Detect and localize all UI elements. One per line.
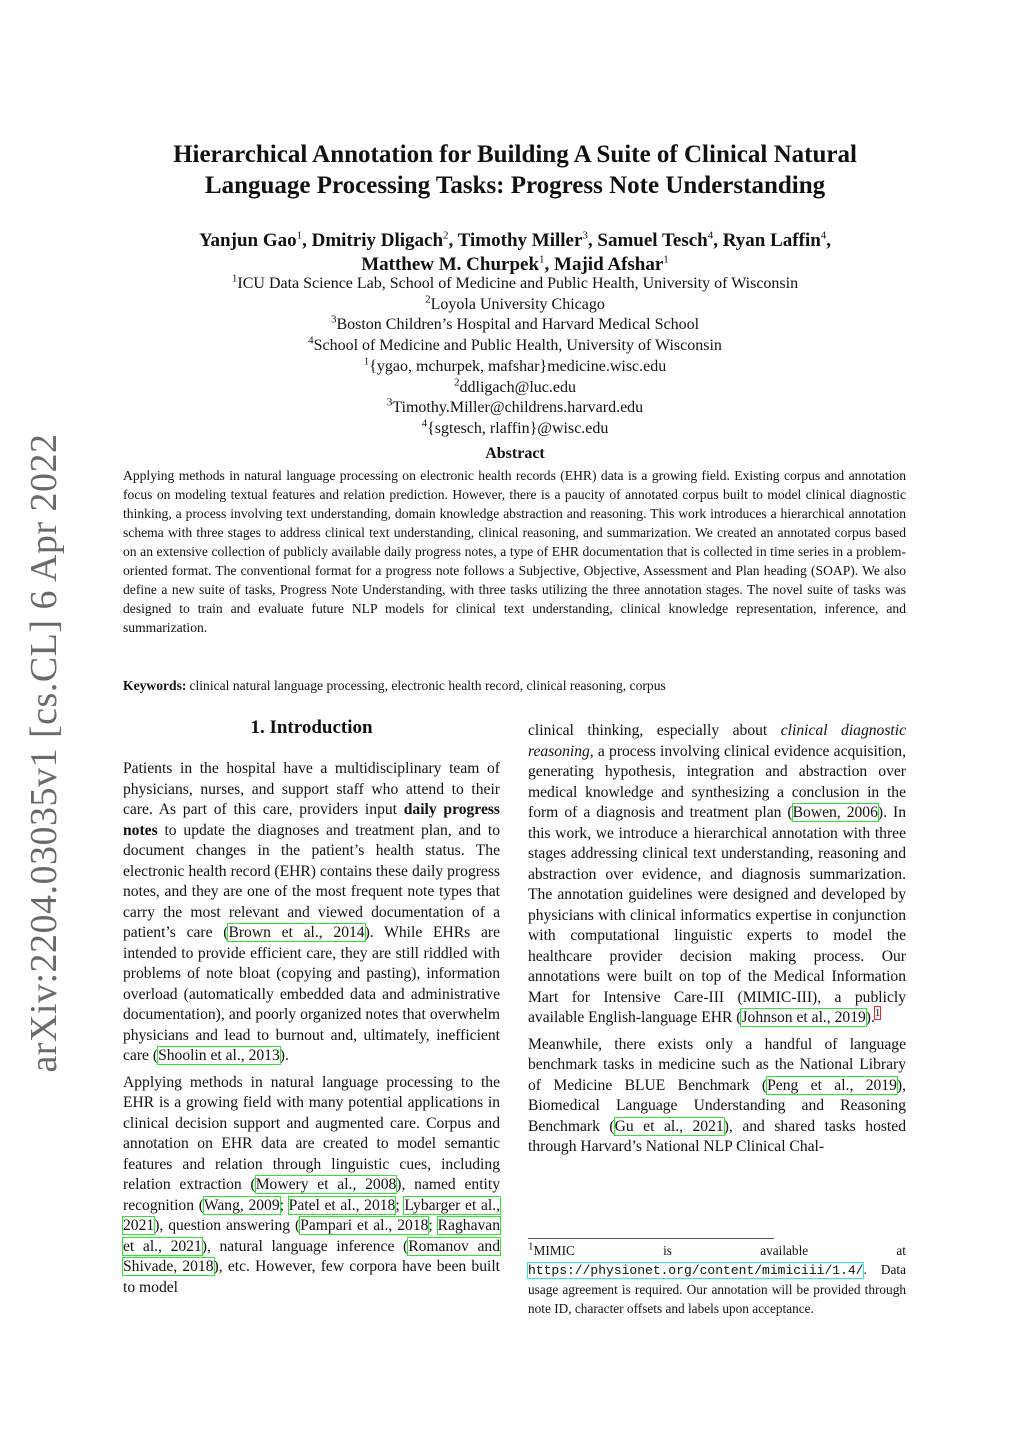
email-line [110,378,920,399]
url-link[interactable]: https://physionet.org/content/mimiciii/1.4/ [528,1263,864,1278]
author-affil-mark: 4 [820,229,827,242]
citation-link[interactable]: Patel et al., 2018 [288,1196,396,1214]
citation-link[interactable]: Shoolin et al., 2013 [158,1047,280,1064]
citation-link[interactable]: Gu et al., 2021 [614,1117,724,1135]
affil-num: 1 [231,272,238,285]
affiliation-line [110,336,920,357]
email-line [110,419,920,440]
email-line [110,398,920,419]
author: Dmitriy Dligach [311,230,444,251]
affiliation-line [110,315,920,336]
author: Majid Afshar [554,254,664,275]
paragraph: clinical thinking, especially about clinical diagnostic reasoning, a process involving clinical evidence acquisition, generating hypothesis, integration and abstraction over medical knowledge and synthesizing a conclusion in the form of a diagnosis and treatment plan (Bowen, 2006). In this work, we introduce a hierarchical annotation with three stages addressing clinical text understanding, reasoning and abstraction over evidence, and diagnosis summarization. The annotation guidelines were designed and developed by physicians with clinical informatics expertise in conjunction with computational linguistic experts to model the healthcare provider decision making process. Our annotations were built on top of the Medical Information Mart for Intensive Care-III (MIMIC-III), a publicly available English-language EHR (Johnson et al., 2019).$^1$ [528,722,907,1026]
author-affil-mark: 1 [296,229,303,242]
email-num: 2 [454,376,460,389]
title-line-1: Hierarchical Annotation for Building A Suite of Clinical Natural [173,141,857,168]
footnote-divider [528,1238,774,1239]
paper-title [120,139,910,201]
citation-link[interactable]: Raghavan et al., 2021 [123,1217,501,1255]
bold-term: daily progress notes [123,801,500,839]
author: Ryan Laffin [722,230,821,251]
author-affil-mark: 4 [707,229,714,242]
email-num: 3 [386,396,393,409]
affil-text: Boston Children’s Hospital and Harvard Medical School [336,316,700,334]
abstract-heading: Abstract [485,445,545,462]
paragraph: Meanwhile, there exists only a handful of language benchmark tasks in medicine such as the National Library of Medicine BLUE Benchmark (Peng et al., 2019), Biomedical Language Understanding and Reasoning Benchmark (Gu et al., 2021), and shared tasks hosted through Harvard’s National NLP Clinical Chal- [528,1035,906,1155]
arxiv-side-identifier [12,433,76,1073]
keywords-label: Keywords: [123,678,187,693]
author-affil-mark: 2 [443,229,449,242]
email-text: Timothy.Miller@childrens.harvard.edu [392,399,644,417]
email-text: {ygao, mchurpek, mafshar}medicine.wisc.edu [369,357,667,375]
section-heading: 1. Introduction [250,717,373,738]
right-column [528,721,906,1164]
footnote-link[interactable]: 1 [874,1006,881,1019]
affil-num: 3 [330,314,337,327]
paragraph: Patients in the hospital have a multidisciplinary team of physicians, nurses, and support staff who attend to their care. As part of this care, providers input daily progress notes to update the diagnoses and treatment plan, and to document changes in the patient’s health status. The electronic health record (EHR) contains these daily progress notes, and they are one of the most frequent note types that carry the most relevant and viewed documentation of a patient’s care (Brown et al., 2014). While EHRs are intended to provide efficient care, they are still riddled with problems of note bloat (copying and pasting), information overload (automatically embedded data and administrative documentation), and poorly organized notes that overwhelm physicians and lead to burnout and, ultimately, inefficient care (Shoolin et al., 2013). [123,760,500,1064]
keywords-text: clinical natural language processing, electronic health record, clinical reasoning, corpus [189,678,666,693]
footnote: $^1$MIMIC is available at https://physionet.org/content/mimiciii/1.4/. Data usage agreement is required. Our annotation will be provided through note ID, character offsets and labels upon acceptance. [528,1240,906,1316]
affil-num: 4 [308,334,314,347]
citation-link[interactable]: Bowen, 2006 [792,804,878,821]
affil-text: School of Medicine and Public Health, University of Wisconsin [313,337,722,355]
author: Yanjun Gao [198,230,297,251]
email-num: 1 [363,355,370,368]
affiliation-line [110,295,920,316]
paragraph: Applying methods in natural language processing to the EHR is a growing field with many potential applications in clinical decision support and augmented care. Corpus and annotation on EHR data are created to model semantic features and relation through linguistic cues, including relation extraction (Mowery et al., 2008), named entity recognition (Wang, 2009; Patel et al., 2018; Lybarger et al., 2021), question answering (Pampari et al., 2018; Raghavan et al., 2021), natural language inference (Romanov and Shivade, 2018), etc. However, few corpora have been built to model [123,1073,501,1296]
affiliations-block [110,274,920,440]
author-affil-mark: 3 [582,229,588,242]
author: Timothy Miller [457,230,583,251]
citation-link[interactable]: Brown et al., 2014 [228,924,365,941]
keywords-line [123,676,906,695]
author-affil-mark: 1 [663,253,669,266]
author: Samuel Tesch [597,230,708,251]
email-num: 4 [421,417,428,430]
citation-link[interactable]: Wang, 2009 [203,1196,280,1214]
citation-link[interactable]: Johnson et al., 2019 [741,1009,866,1026]
author-list: Yanjun Gao$^1$, Dmitriy Dligach$^2$, Timothy Miller$^3$, Samuel Tesch$^4$, Ryan Laffin$^4$, Matthew M. Churpek$^1$, Majid Afshar$^1$ [198,229,832,275]
citation-link[interactable]: Peng et al., 2019 [767,1076,897,1094]
author: Matthew M. Churpek [361,254,540,275]
email-line [110,357,920,378]
affil-text: ICU Data Science Lab, School of Medicine and Public Health, University of Wisconsin [237,275,799,292]
footnote-number: 1 [528,1240,534,1253]
abstract-text: Applying methods in natural language processing on electronic health records (EHR) data is a growing field. Existing corpus and annotation focus on modeling textual features and relation prediction. However, there is a paucity of annotated corpus built to model clinical diagnostic thinking, a process involving text understanding, domain knowledge abstraction and reasoning. This work introduces a hierarchical annotation schema with three stages to address clinical text understanding, clinical reasoning, and summarization. We created an annotated corpus based on an extensive collection of publicly available daily progress notes, a type of EHR documentation that is collected in time series in a problem-oriented format. The conventional format for a progress note follows a Subjective, Objective, Assessment and Plan heading (SOAP). We also define a new suite of tasks, Progress Note Understanding, with three tasks utilizing the three annotation stages. The novel suite of tasks was designed to train and evaluate future NLP models for clinical text understanding, clinical knowledge representation, inference, and summarization. [123,468,906,635]
affil-num: 2 [425,293,431,306]
email-text: {sgtesch, rlaffin}@wisc.edu [427,419,609,437]
left-column [123,716,500,1304]
title-line-2: Language Processing Tasks: Progress Note Understanding [204,172,826,199]
citation-link[interactable]: Mowery et al., 2008 [255,1176,397,1193]
email-text: ddligach@luc.edu [459,378,576,396]
affil-text: Loyola University Chicago [430,295,605,313]
author-affil-mark: 1 [539,253,545,266]
citation-link[interactable]: Lybarger et al., 2021 [123,1196,501,1234]
affiliation-line [110,274,920,295]
italic-term: clinical diagnostic reasoning [528,722,907,760]
arxiv-id-text: arXiv:2204.03035v1 [cs.CL] 6 Apr 2022 [23,433,65,1073]
citation-link[interactable]: Pampari et al., 2018 [300,1217,429,1234]
citation-link[interactable]: Romanov and Shivade, 2018 [123,1237,500,1275]
